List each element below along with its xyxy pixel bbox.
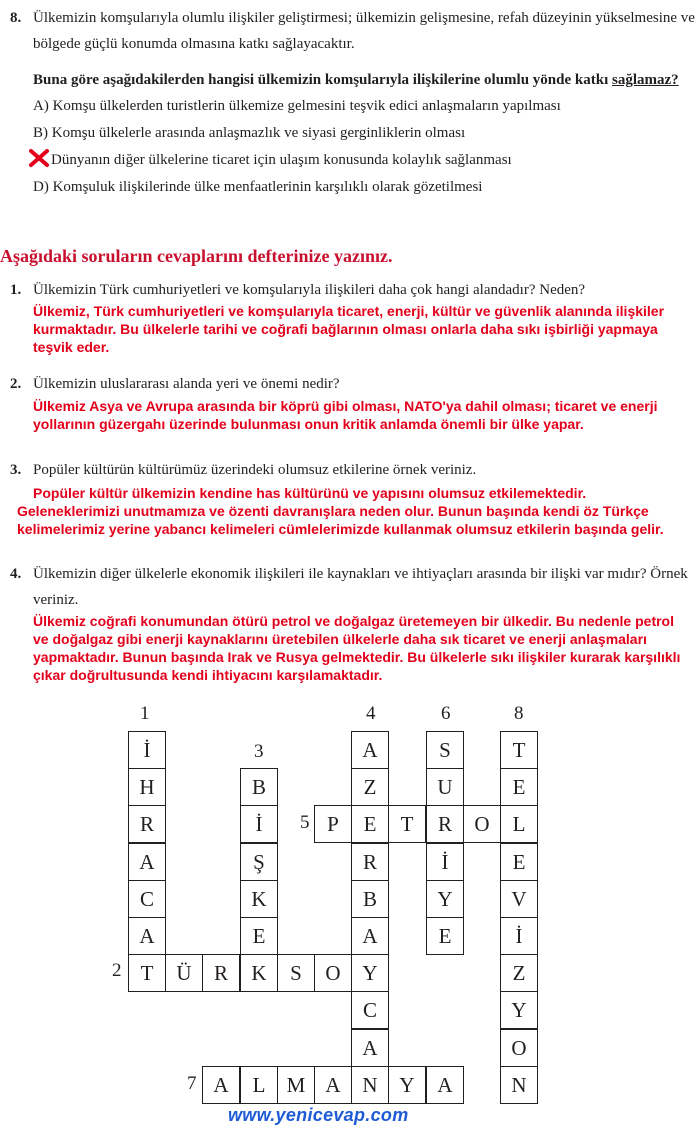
crossword-cell-word-7: Y xyxy=(388,1066,426,1104)
crossword-cell-word-8: E xyxy=(500,843,538,881)
clue-number-8: 8 xyxy=(514,703,524,724)
crossword-cell-word-8: O xyxy=(500,1029,538,1067)
q8-number: 8. xyxy=(10,10,22,26)
crossword-cell-word-6: S xyxy=(426,731,464,769)
crossword-cell-word-3: İ xyxy=(240,805,278,843)
q2-number: 2. xyxy=(10,376,22,392)
crossword-cell-word-1: A xyxy=(128,917,166,955)
q1-text: Ülkemizin Türk cumhuriyetleri ve komşularıyla ilişkileri daha çok hangi alandadır? Neden? xyxy=(33,282,586,298)
q1-answer-line1: Ülkemiz, Türk cumhuriyetleri ve komşularıyla ticaret, enerji, kültür ve güvenlik alanında ilişkiler xyxy=(33,303,665,319)
crossword-cell-word-4: A xyxy=(351,731,389,769)
crossword-cell-word-6: U xyxy=(426,768,464,806)
q4-answer-line3: yapmaktadır. Bunun başında Irak ve Rusya gelmektedir. Bu ülkelerle sıkı ilişkiler kurarak karşılıklı xyxy=(33,649,681,665)
crossword-cell-word-7: A xyxy=(314,1066,352,1104)
crossword-cell-word-2: Ü xyxy=(165,954,203,992)
crossword-cell-word-3: B xyxy=(240,768,278,806)
crossword-cell-word-3: Ş xyxy=(240,843,278,881)
q8-stem-line2: bölgede güçlü konumda olmasına katkı sağlayacaktır. xyxy=(33,36,355,52)
crossword-cell-word-4: C xyxy=(351,991,389,1029)
crossword-cell-word-4-5: E xyxy=(351,805,389,843)
q3-answer-line1: Popüler kültür ülkemizin kendine has kültürünü ve yapısını olumsuz etkilemektedir. xyxy=(33,485,587,501)
crossword-cell-word-5: T xyxy=(388,805,426,843)
footer-website: www.yenicevap.com xyxy=(228,1105,409,1125)
crossword-cell-word-4-2: Y xyxy=(351,954,389,992)
crossword-cell-word-6: İ xyxy=(426,843,464,881)
crossword-cell-word-8: N xyxy=(500,1066,538,1104)
section-title: Aşağıdaki soruların cevaplarını defterinize yazınız. xyxy=(0,246,393,266)
q1-answer-line3: teşvik eder. xyxy=(33,339,110,355)
crossword-cell-word-8: Y xyxy=(500,991,538,1029)
crossword-cell-word-1: İ xyxy=(128,731,166,769)
clue-number-7: 7 xyxy=(187,1073,197,1094)
crossword-cell-word-8: İ xyxy=(500,917,538,955)
crossword-cell-word-4: A xyxy=(351,917,389,955)
crossword-cell-word-7: A xyxy=(426,1066,464,1104)
crossword-cell-word-1-2: T xyxy=(128,954,166,992)
q8-option-c: Dünyanın diğer ülkelerine ticaret için ulaşım konusunda kolaylık sağlanması xyxy=(51,152,512,168)
q3-answer-line2: Geleneklerimizi unutmamıza ve özenti davranışlara neden olur. Bunun başında kendi öz Türkçe xyxy=(17,503,649,519)
crossword-cell-word-4: A xyxy=(351,1029,389,1067)
q2-answer-line1: Ülkemiz Asya ve Avrupa arasında bir köprü gibi olması, NATO'ya dahil olması; ticaret ve enerji xyxy=(33,398,658,414)
q4-answer-line4: çıkar doğrultusunda kendi ihtiyacını karşılamaktadır. xyxy=(33,667,383,683)
crossword-cell-word-2: O xyxy=(314,954,352,992)
crossword-cell-word-8-5: L xyxy=(500,805,538,843)
crossword-cell-word-7: L xyxy=(240,1066,278,1104)
crossword-cell-word-8: V xyxy=(500,880,538,918)
crossword-cell-word-8: E xyxy=(500,768,538,806)
crossword-cell-word-4: R xyxy=(351,843,389,881)
crossword-cell-word-6: E xyxy=(426,917,464,955)
clue-number-1: 1 xyxy=(140,703,150,724)
q4-text-line2: veriniz. xyxy=(33,592,79,608)
clue-number-6: 6 xyxy=(441,703,451,724)
crossword-cell-word-2: S xyxy=(277,954,315,992)
crossword-cell-word-1: R xyxy=(128,805,166,843)
q3-number: 3. xyxy=(10,462,22,478)
q8-stem-line1: Ülkemizin komşularıyla olumlu ilişkiler geliştirmesi; ülkemizin gelişmesine, refah düzeyinin yükselmesine ve xyxy=(33,10,695,26)
q8-option-d: D) Komşuluk ilişkilerinde ülke menfaatlerinin karşılıklı olarak gözetilmesi xyxy=(33,179,483,195)
crossword-cell-word-8: Z xyxy=(500,954,538,992)
q4-number: 4. xyxy=(10,566,22,582)
crossword-cell-word-3-2: K xyxy=(240,954,278,992)
clue-number-4: 4 xyxy=(366,703,376,724)
crossword-cell-word-1: A xyxy=(128,843,166,881)
q4-text-line1: Ülkemizin diğer ülkelerle ekonomik ilişkileri ile kaynakları ve ihtiyaçları arasında bir ilişki var mıdır? Örnek xyxy=(33,566,688,582)
clue-number-5: 5 xyxy=(300,812,310,833)
crossword-cell-word-4-7: N xyxy=(351,1066,389,1104)
crossword-cell-word-5: P xyxy=(314,805,352,843)
crossword-cell-word-7: A xyxy=(202,1066,240,1104)
clue-number-3: 3 xyxy=(254,741,264,762)
crossword-cell-word-3: K xyxy=(240,880,278,918)
crossword-cell-word-1: H xyxy=(128,768,166,806)
crossword-cell-word-6: Y xyxy=(426,880,464,918)
q1-number: 1. xyxy=(10,282,22,298)
crossword-cell-word-4: B xyxy=(351,880,389,918)
q2-answer-line2: yollarının güzergahı üzerinde bulunması onun kritik anlamda önemli bir ülke yapar. xyxy=(33,416,584,432)
q8-option-b: B) Komşu ülkelerle arasında anlaşmazlık ve siyasi gerginliklerin olması xyxy=(33,125,466,141)
q3-answer-line3: kelimelerimiz yerine yabancı kelimeleri cümlelerimizde kullanmak olumsuz etkilerin başında gelir. xyxy=(17,521,664,537)
crossword-cell-word-3: E xyxy=(240,917,278,955)
q2-text: Ülkemizin uluslararası alanda yeri ve önemi nedir? xyxy=(33,376,340,392)
crossword-cell-word-2: R xyxy=(202,954,240,992)
crossword-cell-word-1: C xyxy=(128,880,166,918)
clue-number-2: 2 xyxy=(112,960,122,981)
q8-question-main: Buna göre aşağıdakilerden hangisi ülkemizin komşularıyla ilişkilerine olumlu yönde katkı xyxy=(33,72,609,88)
q3-text: Popüler kültürün kültürümüz üzerindeki olumsuz etkilerine örnek veriniz. xyxy=(33,462,477,478)
q4-answer-line1: Ülkemiz coğrafi konumundan ötürü petrol ve doğalgaz üretemeyen bir ülkedir. Bu nedenle petrol xyxy=(33,613,674,629)
q4-answer-line2: ve doğalgaz gibi enerji kaynaklarını üretebilen ülkelerle daha sık ticaret ve enerji anlaşmaları xyxy=(33,631,647,647)
crossword-cell-word-4: Z xyxy=(351,768,389,806)
q1-answer-line2: kurmaktadır. Bu ülkelerle tarihi ve coğrafi bağlarının olması onlarla daha sıkı işbirliği yapmaya xyxy=(33,321,658,337)
crossword-cell-word-8: T xyxy=(500,731,538,769)
crossword-cell-word-7: M xyxy=(277,1066,315,1104)
crossword-cell-word-6-5: R xyxy=(426,805,464,843)
q8-option-a: A) Komşu ülkelerden turistlerin ülkemize gelmesini teşvik edici anlaşmaların yapılması xyxy=(33,98,561,114)
q8-question-emphasis: sağlamaz? xyxy=(612,72,679,88)
crossword-cell-word-5: O xyxy=(463,805,501,843)
